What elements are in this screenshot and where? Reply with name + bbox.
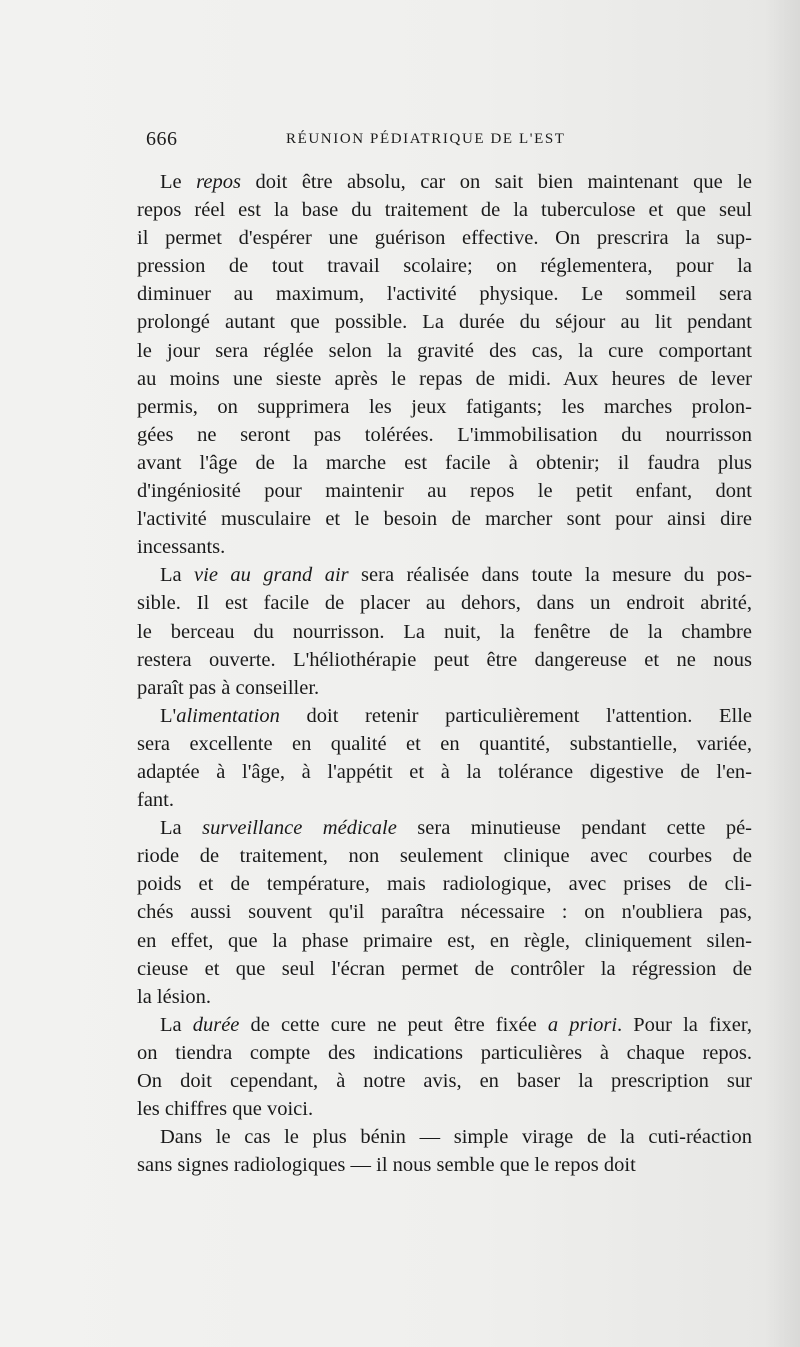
text-line: restera ouverte. L'héliothérapie peut être dangereuse et ne nous bbox=[137, 648, 752, 671]
paragraph bbox=[137, 702, 752, 814]
text-line: Le repos doit être absolu, car on sait bien maintenant que le bbox=[160, 171, 752, 193]
text-line: incessants. bbox=[137, 536, 226, 559]
emphasized-term: repos bbox=[196, 171, 241, 193]
paragraph bbox=[137, 814, 752, 1011]
text-line: permis, on supprimera les jeux fatigants; les marches prolon- bbox=[137, 395, 752, 418]
text-line: repos réel est la base du traitement de la tuberculose et que seul bbox=[137, 199, 752, 222]
page-header bbox=[146, 128, 752, 152]
text-line: sans signes radiologiques — il nous semble que le repos doit bbox=[137, 1154, 636, 1177]
emphasized-term: surveillance médicale bbox=[202, 817, 397, 840]
text-line: Dans le cas le plus bénin — simple virage de la cuti-réaction bbox=[160, 1126, 752, 1149]
page-number: 666 bbox=[146, 128, 178, 150]
text-line: au moins une sieste après le repas de midi. Aux heures de lever bbox=[137, 367, 752, 390]
text-line: adaptée à l'âge, à l'appétit et à la tolérance digestive de l'en- bbox=[137, 760, 752, 783]
text-line: sible. Il est facile de placer au dehors, dans un endroit abrité, bbox=[137, 592, 752, 615]
paragraph bbox=[137, 1011, 752, 1123]
text-line: La vie au grand air sera réalisée dans toute la mesure du pos- bbox=[160, 564, 752, 587]
text-line: on tiendra compte des indications particulières à chaque repos. bbox=[137, 1041, 752, 1064]
text-line: il permet d'espérer une guérison effective. On prescrira la sup- bbox=[137, 227, 752, 250]
emphasized-term: alimentation bbox=[176, 704, 280, 727]
text-line: L'alimentation doit retenir particulièrement l'attention. Elle bbox=[160, 704, 752, 727]
text-line: poids et de température, mais radiologique, avec prises de cli- bbox=[137, 873, 752, 896]
text-line: le jour sera réglée selon la gravité des cas, la cure comportant bbox=[137, 339, 752, 362]
text-line: diminuer au maximum, l'activité physique. Le sommeil sera bbox=[137, 283, 752, 306]
paragraph bbox=[137, 561, 752, 701]
text-line: la lésion. bbox=[137, 985, 212, 1008]
text-line: On doit cependant, à notre avis, en baser la prescription sur bbox=[137, 1070, 752, 1092]
text-line: riode de traitement, non seulement clinique avec courbes de bbox=[137, 845, 752, 868]
text-line: gées ne seront pas tolérées. L'immobilisation du nourrisson bbox=[137, 423, 752, 446]
text-line: sera excellente en qualité et en quantité, substantielle, variée, bbox=[137, 732, 752, 755]
text-line: d'ingéniosité pour maintenir au repos le petit enfant, dont bbox=[137, 480, 752, 503]
emphasized-term: a priori bbox=[547, 1013, 618, 1036]
paragraph bbox=[137, 168, 752, 561]
text-line: cieuse et que seul l'écran permet de contrôler la régression de bbox=[137, 957, 752, 980]
text-line: chés aussi souvent qu'il paraîtra nécessaire : on n'oubliera pas, bbox=[137, 901, 752, 924]
text-line: avant l'âge de la marche est facile à obtenir; il faudra plus bbox=[137, 451, 752, 474]
text-line: le berceau du nourrisson. La nuit, la fenêtre de la chambre bbox=[137, 620, 752, 643]
text-line: les chiffres que voici. bbox=[137, 1098, 314, 1121]
emphasized-term: durée bbox=[192, 1013, 240, 1036]
text-line: fant. bbox=[137, 789, 174, 812]
paragraph bbox=[137, 1123, 752, 1179]
text-line: l'activité musculaire et le besoin de marcher sont pour ainsi dire bbox=[137, 508, 752, 531]
text-line: La surveillance médicale sera minutieuse pendant cette pé- bbox=[160, 817, 753, 840]
text-line: paraît pas à conseiller. bbox=[137, 676, 320, 699]
emphasized-term: vie au grand air bbox=[194, 564, 349, 587]
text-line: pression de tout travail scolaire; on réglementera, pour la bbox=[137, 255, 752, 278]
page-edge-shadow bbox=[764, 0, 800, 1347]
text-line: prolongé autant que possible. La durée du séjour au lit pendant bbox=[137, 311, 752, 334]
body-text bbox=[137, 168, 752, 1179]
text-line: en effet, que la phase primaire est, en règle, cliniquement silen- bbox=[137, 929, 752, 952]
running-head: RÉUNION PÉDIATRIQUE DE L'EST bbox=[286, 131, 566, 147]
text-line: La durée de cette cure ne peut être fixée a priori. Pour la fixer, bbox=[160, 1013, 752, 1036]
